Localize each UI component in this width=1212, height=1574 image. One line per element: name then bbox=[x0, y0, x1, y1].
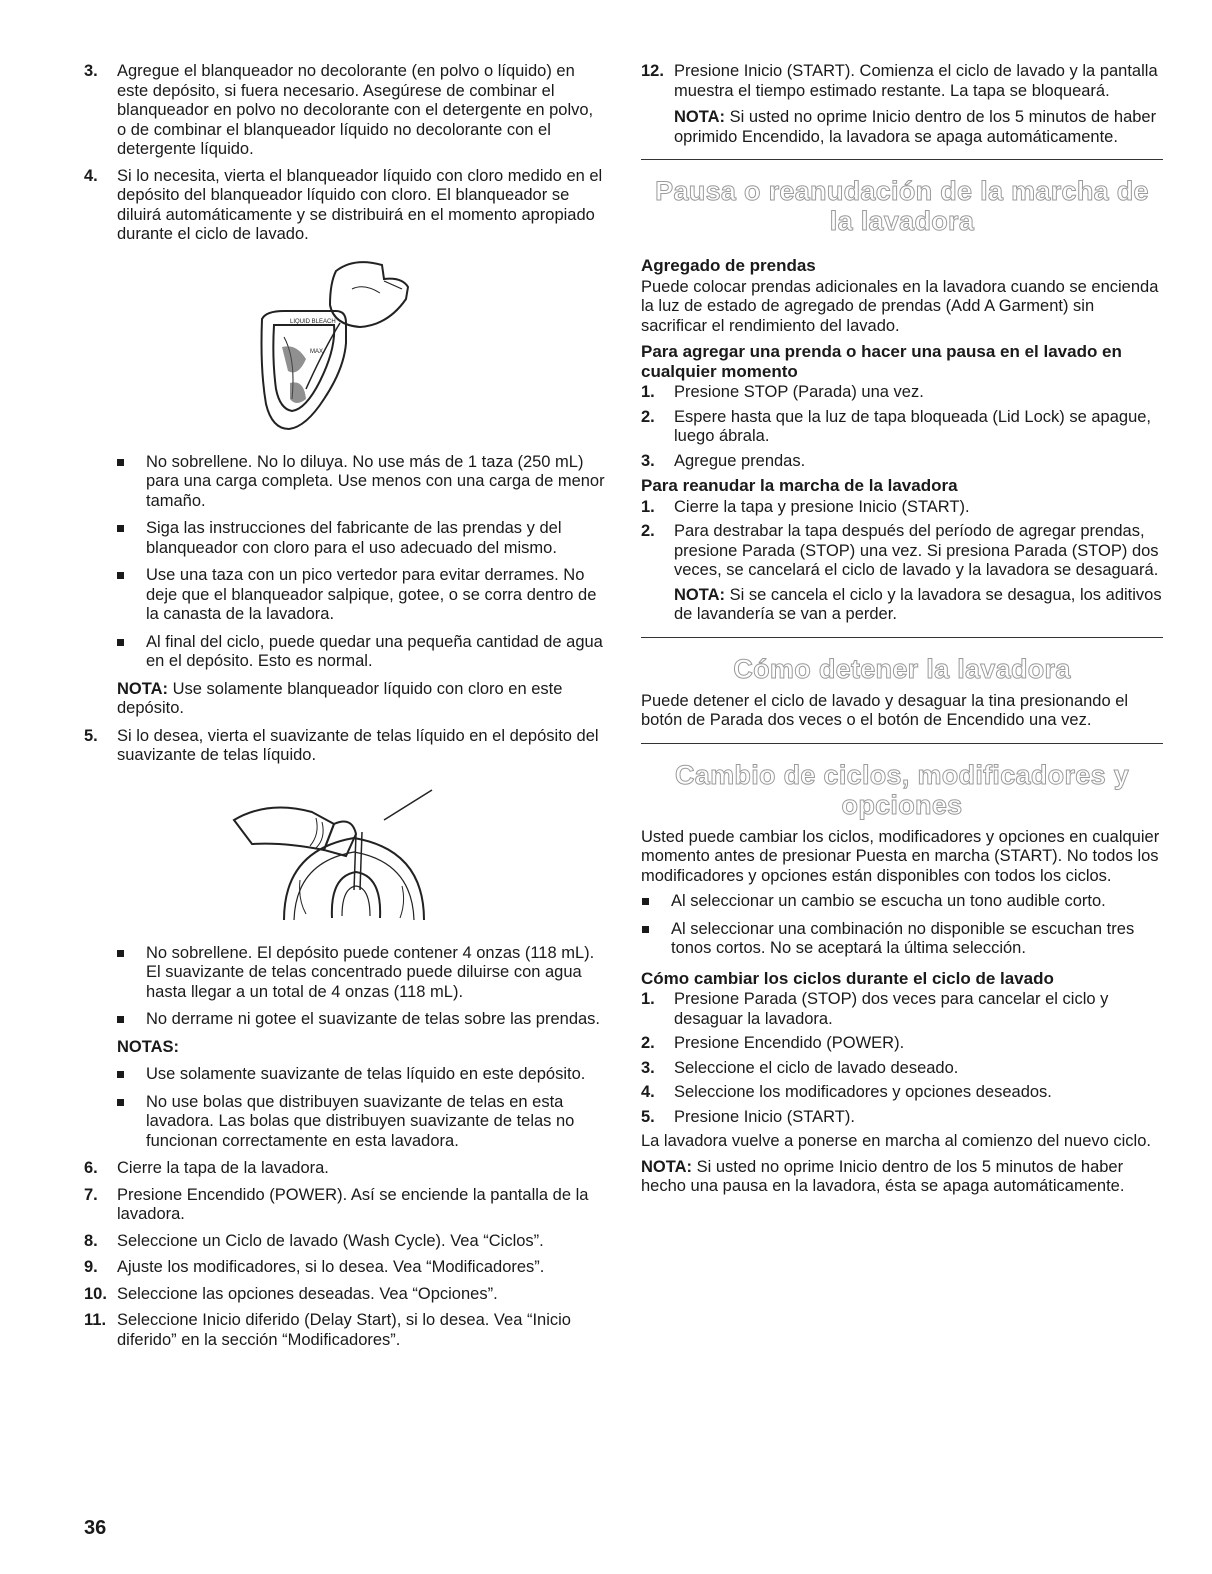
step-12-note: NOTA: Si usted no oprime Inicio dentro de los 5 minutos de haber oprimido Encendido, la lavadora se apaga automáticamente. bbox=[674, 108, 1157, 146]
step-11: 11. Seleccione Inicio diferido (Delay Start), si lo desea. Vea “Inicio diferido” en la sección “Modificadores”. bbox=[84, 1311, 571, 1349]
divider bbox=[641, 637, 1163, 638]
paragraph-detener: Puede detener el ciclo de lavado y desaguar la tina presionando el botón de Parada dos veces o el botón de Encendido una vez. bbox=[641, 691, 1129, 729]
list-item: Use solamente suavizante de telas líquido en este depósito. bbox=[84, 1065, 606, 1085]
list-item: No derrame ni gotee el suavizante de telas sobre las prendas. bbox=[84, 1010, 606, 1030]
list-item: 5. Presione Inicio (START). bbox=[641, 1107, 855, 1126]
step-7: 7. Presione Encendido (POWER). Así se enciende la pantalla de la lavadora. bbox=[84, 1185, 589, 1223]
notas-bullet-list bbox=[84, 1065, 606, 1151]
list-item: Siga las instrucciones del fabricante de las prendas y del blanqueador con cloro para el uso adecuado del mismo. bbox=[84, 519, 606, 558]
pausa-steps bbox=[641, 383, 1163, 471]
bullet-square-icon bbox=[642, 926, 649, 933]
paragraph-final: La lavadora vuelve a ponerse en marcha al comienzo del nuevo ciclo. bbox=[641, 1132, 1151, 1150]
list-item: 1. Cierre la tapa y presione Inicio (START). bbox=[641, 497, 970, 516]
step-10: 10. Seleccione las opciones deseadas. Vea “Opciones”. bbox=[84, 1284, 498, 1303]
subheading-pausa: Para agregar una prenda o hacer una pausa en el lavado en cualquier momento bbox=[641, 342, 1122, 381]
step-12: 12. Presione Inicio (START). Comienza el ciclo de lavado y la pantalla muestra el tiempo estimado restante. La tapa se bloqueará. bbox=[641, 62, 1158, 100]
bullet-square-icon bbox=[117, 459, 124, 466]
list-item: Use una taza con un pico vertedor para evitar derrames. No deje que el blanqueador salpique, gotee, o se corra dentro de la canasta de la lavadora. bbox=[84, 566, 606, 625]
list-item: 2. Para destrabar la tapa después del período de agregar prendas, presione Parada (STOP) una vez. Si presiona Parada (STOP) dos veces, se cancelará el ciclo de lavado y la lavadora se desaguará. bbox=[641, 522, 1159, 579]
step-6: 6. Cierre la tapa de la lavadora. bbox=[84, 1159, 329, 1177]
paragraph-cambio: Usted puede cambiar los ciclos, modificadores y opciones en cualquier momento antes de presionar Puesta en marcha (START). No todos los modificadores y opciones están disponibles con todos los ciclos. bbox=[641, 827, 1160, 885]
divider bbox=[641, 743, 1163, 744]
bullet-square-icon bbox=[117, 572, 124, 579]
cambio-bullet-list bbox=[641, 892, 1163, 959]
section-title-detener: Cómo detener la lavadora bbox=[733, 653, 1071, 684]
fabric-softener-illustration bbox=[84, 780, 606, 932]
list-item: No sobrellene. El depósito puede contener 4 onzas (118 mL). El suavizante de telas concentrado puede diluirse con agua hasta llegar a un total de 4 onzas (118 mL). bbox=[84, 944, 606, 1003]
subheading-agregado: Agregado de prendas bbox=[641, 256, 816, 275]
steps-6-to-11 bbox=[84, 1159, 606, 1350]
softener-bullet-list bbox=[84, 944, 606, 1030]
list-item: 2. Espere hasta que la luz de tapa bloqueada (Lid Lock) se apague, luego ábrala. bbox=[641, 407, 1152, 445]
bullet-square-icon bbox=[117, 1071, 124, 1078]
list-item: 3. Agregue prendas. bbox=[641, 451, 806, 470]
step-4: 4. Si lo necesita, vierta el blanqueador líquido con cloro medido en el depósito del blanqueador líquido con cloro. El blanqueador se diluirá automáticamente y se distribuirá en el momento apropiado durante el ciclo de lavado. bbox=[84, 166, 603, 243]
bleach-note: NOTA: Use solamente blanqueador líquido con cloro en este depósito. bbox=[117, 679, 563, 717]
step-9: 9. Ajuste los modificadores, si lo desea. Vea “Modificadores”. bbox=[84, 1258, 545, 1276]
bullet-square-icon bbox=[642, 898, 649, 905]
step-8: 8. Seleccione un Ciclo de lavado (Wash Cycle). Vea “Ciclos”. bbox=[84, 1231, 544, 1250]
reanudar-note: NOTA: Si se cancela el ciclo y la lavadora se desagua, los aditivos de lavandería se van a perder. bbox=[674, 585, 1162, 623]
right-column bbox=[641, 62, 1163, 1203]
bullet-square-icon bbox=[117, 1099, 124, 1106]
paragraph-agregado: Puede colocar prendas adicionales en la lavadora cuando se encienda la luz de estado de agregado de prendas (Add A Garment) sin sacrificar el rendimiento del lavado. bbox=[641, 277, 1159, 335]
final-note: NOTA: Si usted no oprime Inicio dentro de los 5 minutos de haber hecho una pausa en la lavadora, ésta se apaga automáticamente. bbox=[641, 1157, 1125, 1195]
list-item: No sobrellene. No lo diluya. No use más de 1 taza (250 mL) para una carga completa. Use menos con una carga de menor tamaño. bbox=[84, 453, 606, 512]
divider bbox=[641, 159, 1163, 160]
notas-heading: NOTAS: bbox=[117, 1037, 180, 1056]
liquid-bleach-label: LIQUID BLEACH bbox=[290, 318, 336, 325]
max-fill-label: MAX bbox=[310, 348, 324, 355]
list-item: 3. Seleccione el ciclo de lavado deseado. bbox=[641, 1058, 959, 1077]
reanudar-steps bbox=[641, 498, 1163, 581]
subheading-cambiar: Cómo cambiar los ciclos durante el ciclo de lavado bbox=[641, 968, 1054, 988]
section-title-cambio: Cambio de ciclos, modificadores y opciones bbox=[674, 759, 1130, 820]
list-item: 1. Presione Parada (STOP) dos veces para cancelar el ciclo y desaguar la lavadora. bbox=[641, 990, 1109, 1028]
list-item: Al final del ciclo, puede quedar una pequeña cantidad de agua en el depósito. Esto es normal. bbox=[84, 633, 606, 672]
list-item: 1. Presione STOP (Parada) una vez. bbox=[641, 383, 924, 401]
page-number: 36 bbox=[84, 1517, 107, 1539]
list-item: No use bolas que distribuyen suavizante de telas en esta lavadora. Las bolas que distribuyen suavizante de telas no funcionan correctamente en esta lavadora. bbox=[84, 1093, 606, 1152]
step-5: 5. Si lo desea, vierta el suavizante de telas líquido en el depósito del suavizante de telas líquido. bbox=[84, 726, 599, 764]
subheading-reanudar: Para reanudar la marcha de la lavadora bbox=[641, 476, 958, 495]
bullet-square-icon bbox=[117, 525, 124, 532]
bleach-dispenser-illustration bbox=[84, 259, 606, 441]
cambiar-steps bbox=[641, 990, 1163, 1127]
bullet-square-icon bbox=[117, 1016, 124, 1023]
bullet-square-icon bbox=[117, 950, 124, 957]
list-item: Al seleccionar una combinación no disponible se escuchan tres tonos cortos. No se aceptará la última selección. bbox=[641, 920, 1163, 959]
step-3: 3. Agregue el blanqueador no decolorante (en polvo o líquido) en este depósito, si fuera necesario. Asegúrese de combinar el blanqueador en polvo no decolorante con el detergente en polvo, o de combinar el blanqueador líquido no decolorante con el detergente líquido. bbox=[84, 62, 594, 158]
list-item: 2. Presione Encendido (POWER). bbox=[641, 1034, 905, 1052]
bleach-bullet-list bbox=[84, 453, 606, 672]
list-item: Al seleccionar un cambio se escucha un tono audible corto. bbox=[641, 892, 1163, 912]
left-column bbox=[84, 62, 606, 1357]
list-item: 4. Seleccione los modificadores y opciones deseados. bbox=[641, 1083, 1052, 1101]
bullet-square-icon bbox=[117, 639, 124, 646]
section-title-pausa: Pausa o reanudación de la marcha de la lavadora bbox=[655, 176, 1149, 236]
